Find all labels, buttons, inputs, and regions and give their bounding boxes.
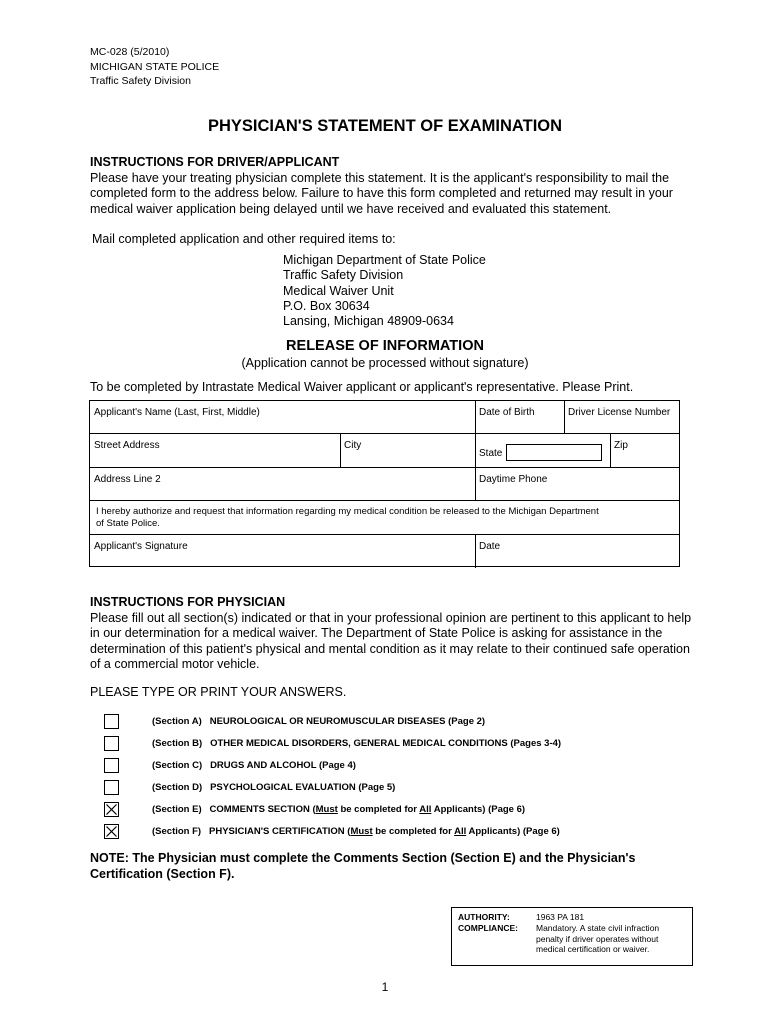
address-line: P.O. Box 30634 <box>283 298 370 313</box>
applicant-signature-field[interactable] <box>90 535 475 568</box>
section-c-checkbox[interactable] <box>104 758 119 773</box>
section-e-mid: be completed for <box>337 804 420 815</box>
applicant-instructions-line: medical waiver application being delayed until we have received and evaluated this statement. <box>90 201 612 216</box>
section-f-all: All <box>454 826 467 837</box>
state-label: State <box>479 448 503 459</box>
authorization-statement <box>92 502 677 534</box>
address-line: Traffic Safety Division <box>283 268 404 283</box>
driver-license-field[interactable] <box>564 401 681 433</box>
address-line2-label: Address Line 2 <box>94 474 161 485</box>
release-intro: To be completed by Intrastate Medical Waiver applicant or applicant's representative. Please Print. <box>90 380 634 394</box>
section-a-checkbox[interactable] <box>104 714 119 729</box>
section-c-row <box>104 758 624 776</box>
section-a-id: (Section A) <box>152 716 202 727</box>
compliance-line: Mandatory. A state civil infraction <box>536 923 660 933</box>
applicant-instructions-line: Please have your treating physician complete this statement. It is the applicant's responsibility to mail the <box>90 170 670 185</box>
mailing-address <box>283 253 486 329</box>
section-e-label <box>152 804 525 815</box>
physician-instructions-line: in our determination for a medical waiver. The Department of State Police is asking for assistance in the <box>90 626 663 640</box>
section-f-checkbox[interactable] <box>104 824 119 839</box>
compliance-line: medical certification or waiver. <box>536 944 650 954</box>
physician-note <box>90 850 690 882</box>
section-d-name: PSYCHOLOGICAL EVALUATION (Page 5) <box>210 782 396 793</box>
section-e-checkbox[interactable] <box>104 802 119 817</box>
physician-instructions-line: Please fill out all section(s) indicated or that in your professional opinion are pertinent to this applicant to help <box>90 610 692 625</box>
section-f-row <box>104 824 624 842</box>
compliance-value <box>536 923 686 955</box>
state-input[interactable] <box>506 444 602 461</box>
applicant-name-label: Applicant's Name (Last, First, Middle) <box>94 407 260 418</box>
section-b-row <box>104 736 624 754</box>
note-line: Certification (Section F). <box>90 867 235 881</box>
section-b-name: OTHER MEDICAL DISORDERS, GENERAL MEDICAL CONDITIONS (Pages 3-4) <box>210 738 562 749</box>
checkmark-x-icon <box>105 803 118 816</box>
release-subheading: (Application cannot be processed without signature) <box>241 356 529 370</box>
applicant-instructions-line: completed form to the address below. Failure to have this form completed and returned may result in your <box>90 186 673 200</box>
authority-box <box>451 907 693 966</box>
section-f-name: PHYSICIAN'S CERTIFICATION ( <box>209 826 351 837</box>
address-line2-field[interactable] <box>90 468 475 500</box>
date-of-birth-field[interactable] <box>475 401 564 433</box>
driver-license-label: Driver License Number <box>568 407 671 418</box>
section-b-checkbox[interactable] <box>104 736 119 751</box>
division-name: Traffic Safety Division <box>90 75 191 87</box>
compliance-label: COMPLIANCE: <box>458 923 518 933</box>
section-b-label <box>152 738 561 749</box>
signature-date-label: Date <box>479 541 501 552</box>
section-a-label <box>152 716 485 727</box>
physician-instructions-line: of a commercial motor vehicle. <box>90 657 260 671</box>
form-header <box>90 45 219 89</box>
section-e-post: Applicants) (Page 6) <box>431 804 526 815</box>
address-line: Medical Waiver Unit <box>283 283 394 298</box>
address-line: Lansing, Michigan 48909-0634 <box>283 314 454 329</box>
authorization-line: I hereby authorize and request that information regarding my medical condition be released to the Michigan Department <box>96 506 599 517</box>
daytime-phone-field[interactable] <box>475 468 680 500</box>
applicant-instructions <box>90 155 700 217</box>
section-d-id: (Section D) <box>152 782 203 793</box>
section-d-label <box>152 782 395 793</box>
physician-instructions <box>90 595 700 673</box>
section-f-post: Applicants) (Page 6) <box>466 826 560 837</box>
street-address-label: Street Address <box>94 440 160 451</box>
form-id: MC-028 (5/2010) <box>90 46 170 58</box>
release-form-table <box>89 400 680 567</box>
page-number: 1 <box>381 980 389 994</box>
agency-name: MICHIGAN STATE POLICE <box>90 60 220 73</box>
section-f-label <box>152 826 560 837</box>
street-address-field[interactable] <box>90 434 340 467</box>
section-e-row <box>104 802 624 820</box>
section-f-mid: be completed for <box>372 826 455 837</box>
authorization-line: of State Police. <box>96 517 160 529</box>
physician-instructions-heading: INSTRUCTIONS FOR PHYSICIAN <box>90 595 286 609</box>
section-e-id: (Section E) <box>152 804 202 815</box>
section-a-row <box>104 714 624 732</box>
signature-date-field[interactable] <box>475 535 680 568</box>
date-of-birth-label: Date of Birth <box>479 407 535 418</box>
section-d-checkbox[interactable] <box>104 780 119 795</box>
city-label: City <box>344 440 362 451</box>
applicant-name-field[interactable] <box>90 401 475 433</box>
section-f-id: (Section F) <box>152 826 202 837</box>
authority-value: 1963 PA 181 <box>536 912 585 922</box>
section-c-id: (Section C) <box>152 760 203 771</box>
type-or-print-notice: PLEASE TYPE OR PRINT YOUR ANSWERS. <box>90 685 347 699</box>
section-e-must: Must <box>315 804 338 815</box>
section-d-row <box>104 780 624 798</box>
section-f-must: Must <box>350 826 373 837</box>
compliance-line: penalty if driver operates without <box>536 933 659 944</box>
zip-field[interactable] <box>610 434 680 467</box>
zip-label: Zip <box>614 440 628 451</box>
section-c-name: DRUGS AND ALCOHOL (Page 4) <box>210 760 356 771</box>
page-title: PHYSICIAN'S STATEMENT OF EXAMINATION <box>207 117 563 135</box>
applicant-instructions-heading: INSTRUCTIONS FOR DRIVER/APPLICANT <box>90 155 340 169</box>
applicant-signature-label: Applicant's Signature <box>94 541 188 552</box>
physician-instructions-line: determination of this patient's physical and mental condition as it may relate to their continued safe operation <box>90 641 690 656</box>
authority-label: AUTHORITY: <box>458 912 510 922</box>
address-line: Michigan Department of State Police <box>283 253 486 267</box>
daytime-phone-label: Daytime Phone <box>479 474 548 485</box>
section-e-name: COMMENTS SECTION ( <box>209 804 316 815</box>
section-b-id: (Section B) <box>152 738 203 749</box>
note-line: NOTE: The Physician must complete the Comments Section (Section E) and the Physician's <box>90 851 636 865</box>
section-e-all: All <box>419 804 432 815</box>
city-field[interactable] <box>340 434 475 467</box>
checkmark-x-icon <box>105 825 118 838</box>
divider <box>90 500 679 501</box>
section-c-label <box>152 760 356 771</box>
section-a-name: NEUROLOGICAL OR NEUROMUSCULAR DISEASES (Page 2) <box>209 716 486 727</box>
release-heading: RELEASE OF INFORMATION <box>286 338 484 354</box>
mail-intro: Mail completed application and other required items to: <box>92 232 396 246</box>
